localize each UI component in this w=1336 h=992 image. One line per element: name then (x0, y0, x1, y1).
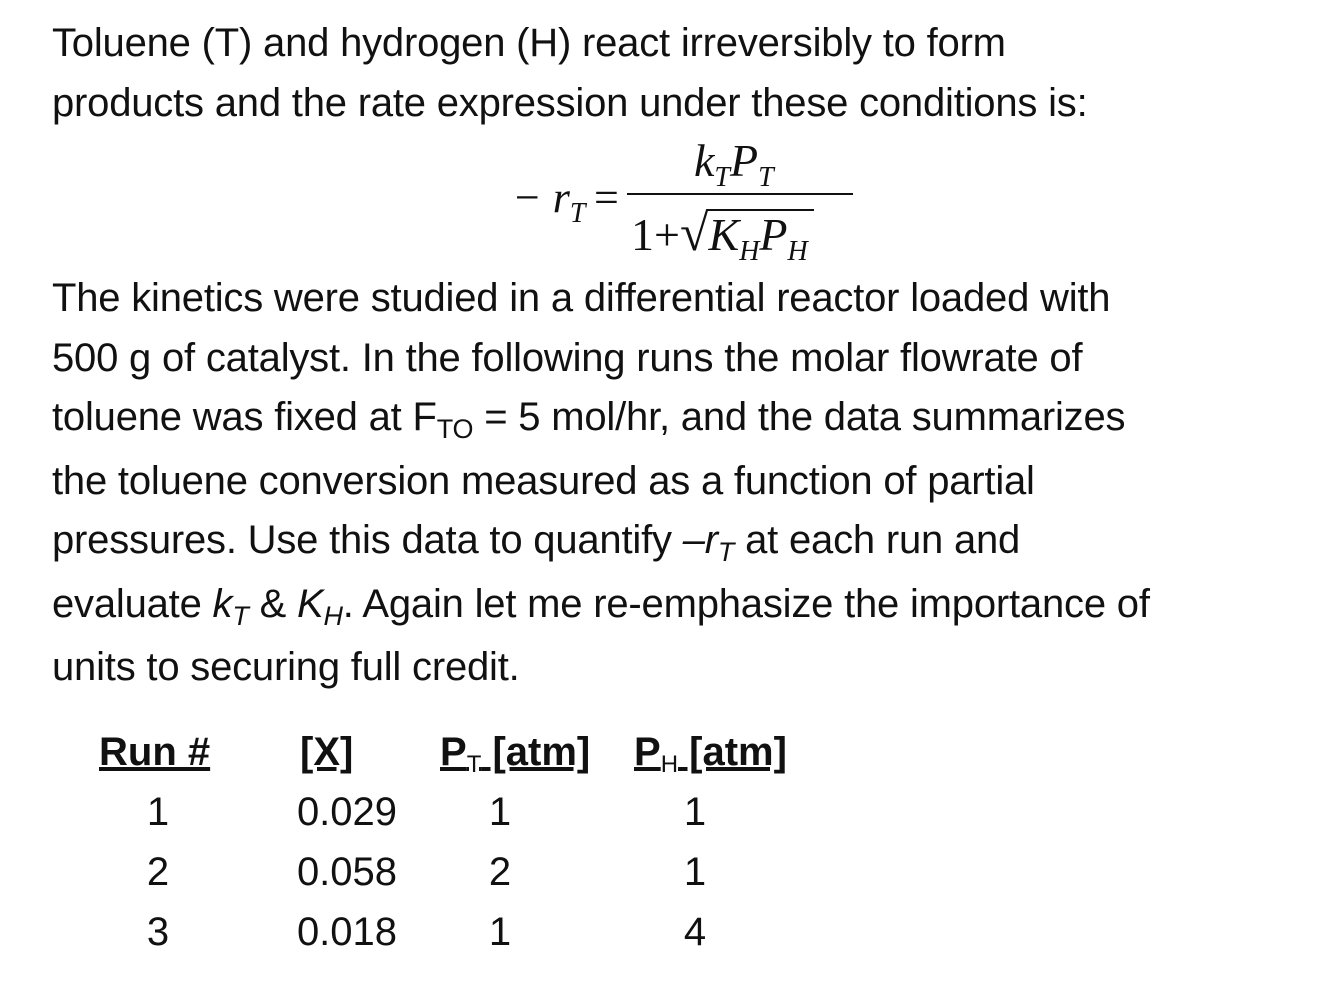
header-ph-p: P (634, 730, 661, 774)
equation-denominator (631, 204, 814, 266)
denominator-P-sub: H (787, 236, 808, 267)
intro-line-2: products and the rate expression under these conditions is: (52, 80, 1088, 125)
rate-symbol-sub: T (717, 537, 735, 567)
equation-numerator (694, 134, 774, 193)
fto-subscript: TO (436, 414, 474, 444)
kinetics-line-6-a: evaluate (52, 581, 213, 626)
table-cell-conversion: 0.029 (296, 790, 398, 834)
numerator-p-sub: T (758, 162, 774, 193)
header-pt (440, 730, 591, 778)
table-cell-pt: 1 (488, 790, 512, 834)
header-pt-p: P (440, 730, 467, 774)
table-cell-pt: 2 (488, 850, 512, 894)
rate-equation (500, 132, 880, 267)
radicand (707, 209, 814, 266)
denominator-K: K (708, 209, 740, 260)
kt-symbol: k (212, 581, 233, 626)
kinetics-paragraph (52, 269, 1312, 698)
equation-lhs-r: − r (512, 173, 570, 222)
table-cell-ph: 4 (683, 910, 707, 954)
header-ph-unit: [atm] (678, 730, 787, 774)
kt-symbol-sub: T (232, 600, 249, 631)
kinetics-line-6 (52, 575, 1312, 639)
table-cell-run: 2 (146, 850, 170, 894)
denominator-P: P (759, 209, 788, 260)
table-cell-conversion: 0.018 (296, 910, 398, 954)
kinetics-line-5-a: pressures. Use this data to quantify (52, 518, 683, 562)
header-ph-sub: H (660, 751, 679, 778)
kinetics-line-5 (52, 511, 1312, 575)
denominator-one-plus: 1+ (631, 209, 680, 260)
table-cell-conversion: 0.058 (296, 850, 398, 894)
header-run: Run # (99, 730, 211, 774)
kinetics-line-4: the toluene conversion measured as a function of partial (52, 458, 1035, 503)
header-pt-sub: T (466, 751, 482, 778)
kinetics-line-7: units to securing full credit. (52, 645, 520, 689)
equation-lhs (512, 172, 586, 229)
kh-symbol-sub: H (323, 600, 343, 631)
kinetics-line-3-a: toluene was fixed at F (52, 395, 437, 439)
kh-symbol: K (296, 581, 324, 626)
numerator-p: P (730, 135, 759, 186)
header-pt-unit: [atm] (481, 730, 591, 774)
header-ph (634, 730, 787, 778)
kinetics-line-5-b: at each run and (734, 518, 1021, 562)
table-cell-run: 3 (146, 910, 170, 954)
numerator-k-sub: T (714, 162, 730, 193)
equation-lhs-sub: T (569, 198, 586, 229)
rate-symbol: –r (682, 518, 718, 562)
numerator-k: k (694, 135, 715, 186)
table-cell-pt: 1 (488, 910, 512, 954)
kinetics-line-3-b: = 5 mol/hr, and the data summarizes (473, 395, 1126, 439)
table-cell-ph: 1 (683, 850, 707, 894)
table-cell-ph: 1 (683, 790, 707, 834)
kinetics-line-3 (52, 388, 1312, 452)
equation-equals: = (594, 173, 619, 222)
kinetics-line-6-b: . Again let me re-emphasize the importance of (342, 581, 1150, 626)
table-cell-run: 1 (146, 790, 170, 834)
kinetics-line-2: 500 g of catalyst. In the following runs the molar flowrate of (52, 335, 1083, 380)
fraction-bar (627, 193, 853, 195)
kinetics-line-1: The kinetics were studied in a differential reactor loaded with (52, 276, 1111, 320)
intro-line-1: Toluene (T) and hydrogen (H) react irreversibly to form (52, 21, 1006, 65)
ampersand: & (248, 581, 297, 626)
square-root-icon: √ (679, 205, 709, 262)
denominator-K-sub: H (739, 236, 760, 267)
intro-paragraph (52, 14, 1312, 133)
header-conversion: [X] (300, 730, 354, 774)
